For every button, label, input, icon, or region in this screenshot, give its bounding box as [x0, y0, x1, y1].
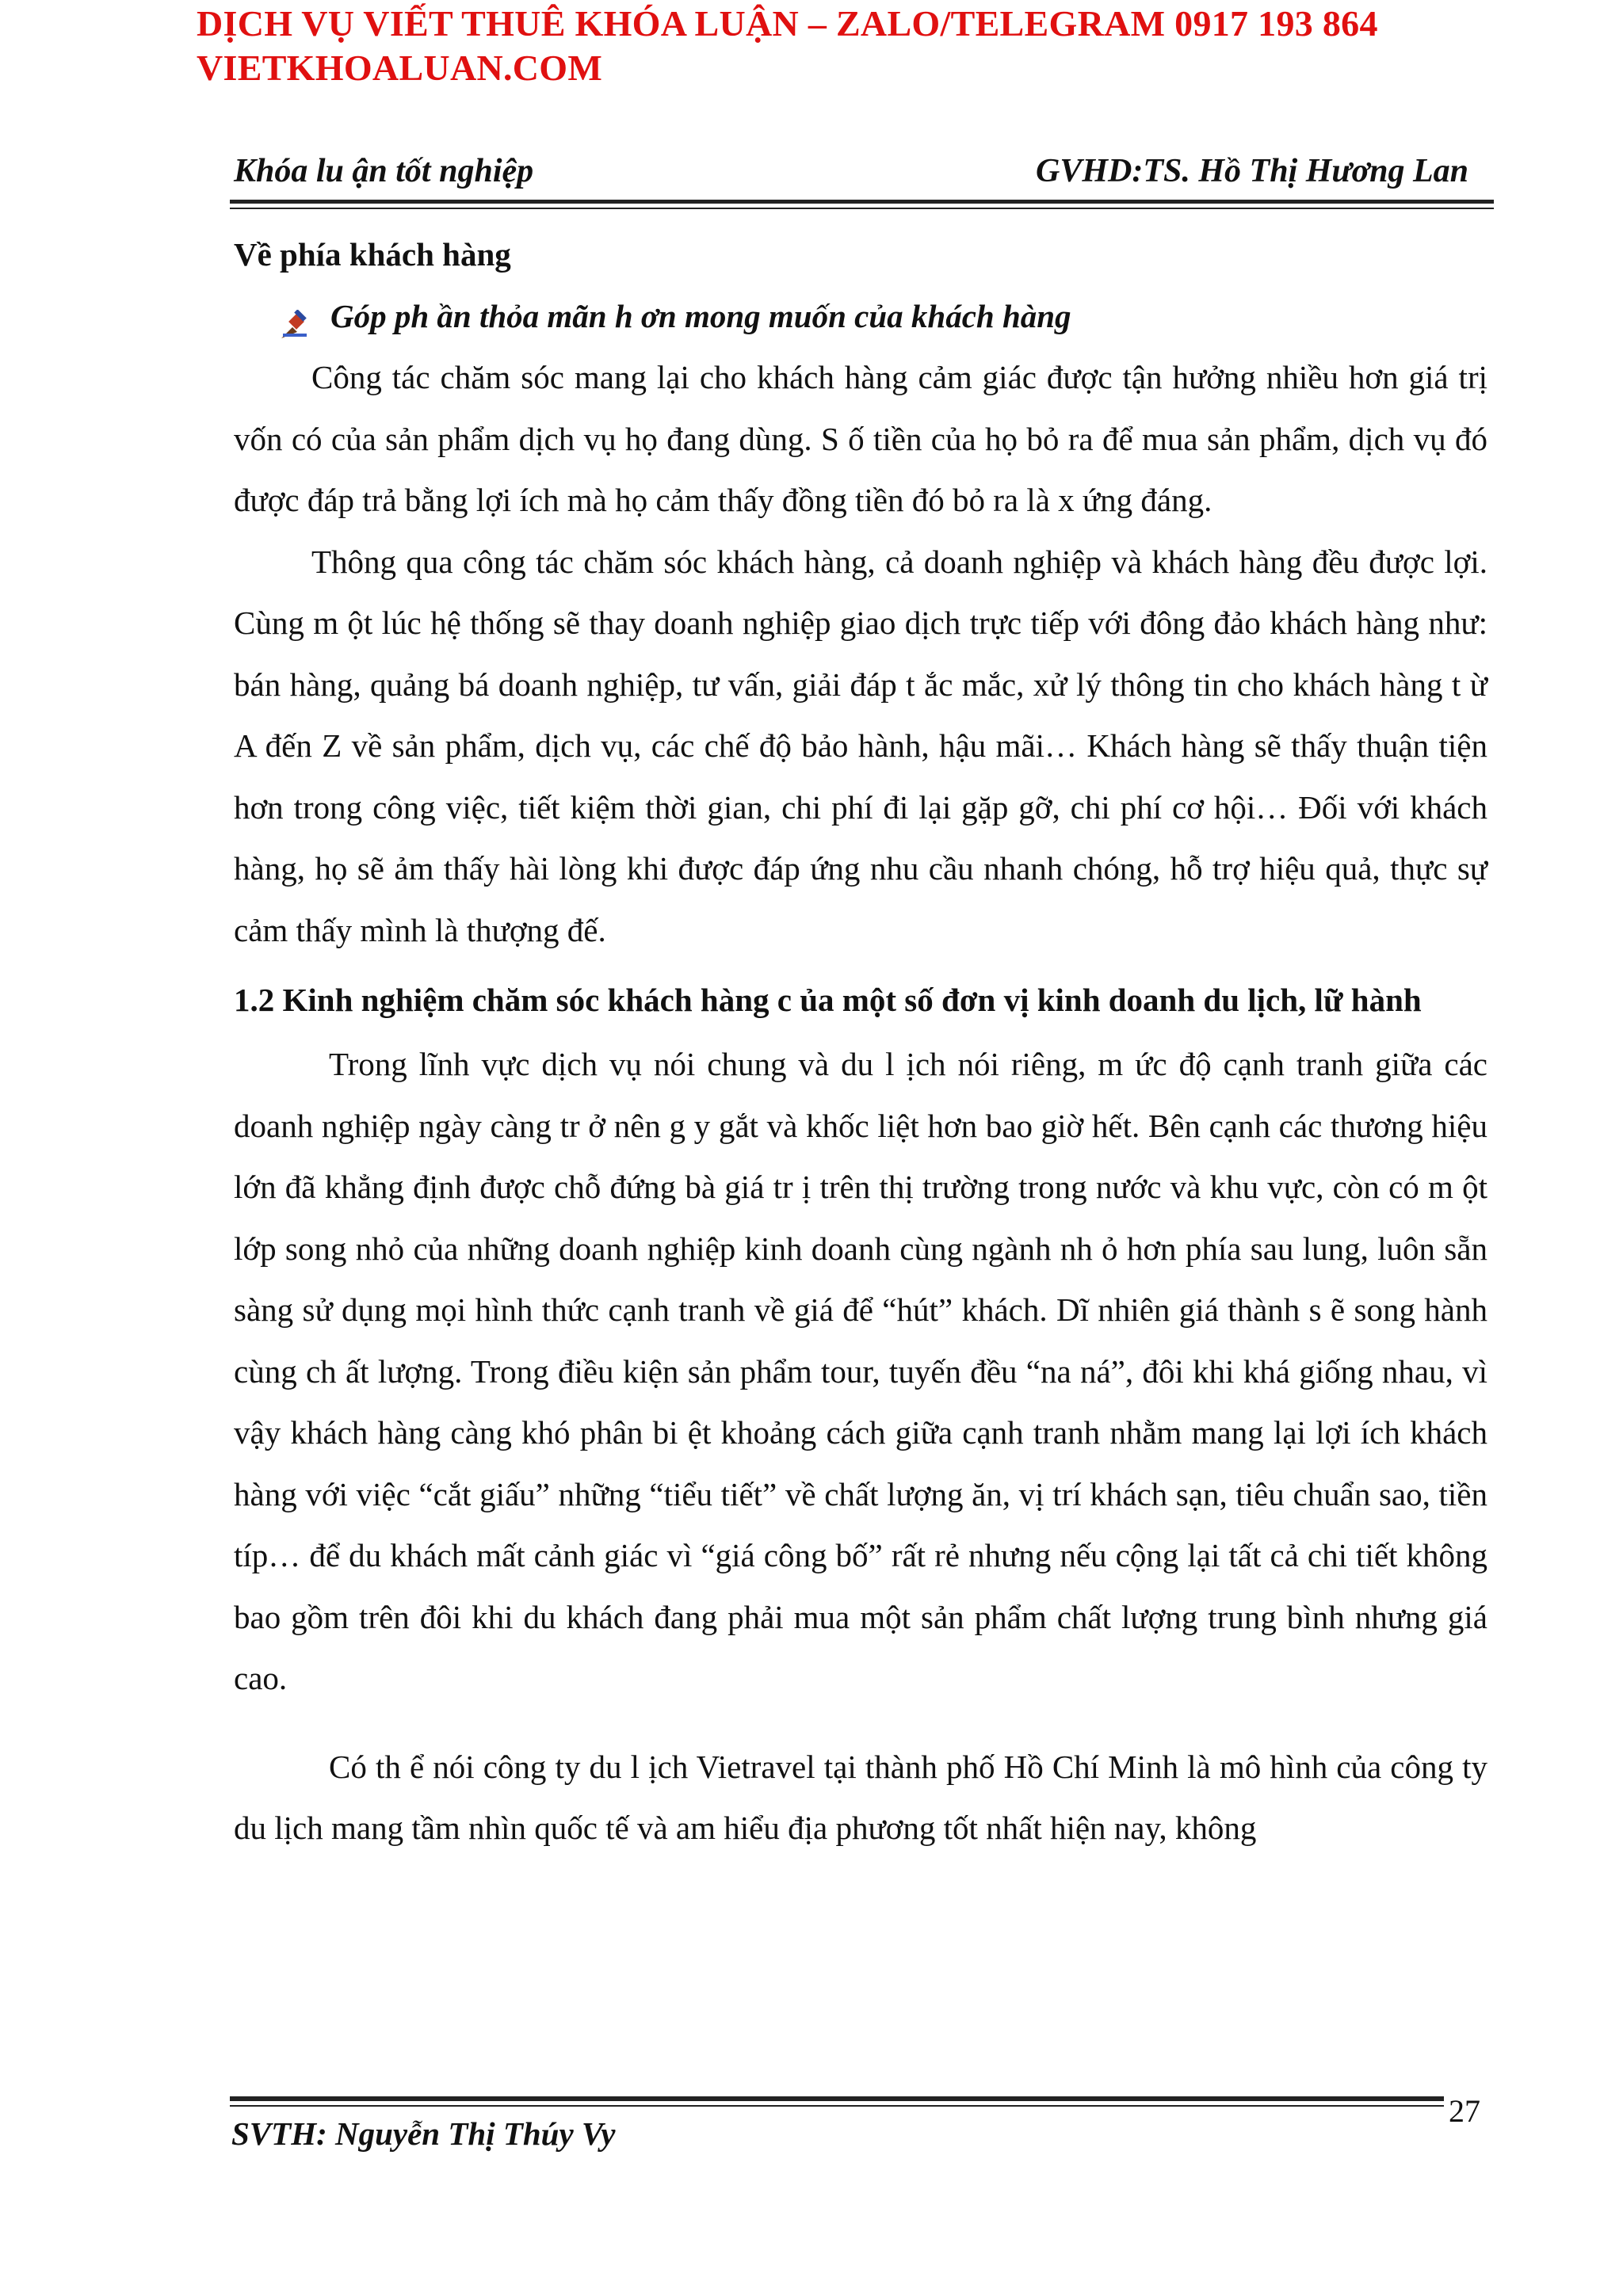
paragraph-1: Công tác chăm sóc mang lại cho khách hàng cảm giác được tận hưởng nhiều hơn giá trị vốn có của sản phẩm dịch vụ họ đang dùng. S ố tiền của họ bỏ ra để mua sản phẩm, dịch vụ đó được đáp trả bằng lợi ích mà họ cảm thấy đồng tiền đó bỏ ra là x ứng đáng. [234, 359, 1487, 518]
footer-student-name: SVTH: Nguyễn Thị Thúy Vy [231, 2115, 616, 2152]
footer-divider [230, 2096, 1444, 2101]
paragraph-2: Thông qua công tác chăm sóc khách hàng, cả doanh nghiệp và khách hàng đều được lợi. Cùng m ột lúc hệ thống sẽ thay doanh nghiệp giao dịch trực tiếp với đông đảo khách hàng như: bán hàng, quảng bá doanh nghiệp, tư vấn, giải đáp t ắc mắc, xử lý thông tin cho khách hàng t ừ A đến Z về sản phẩm, dịch vụ, các chế độ bảo hành, hậu mãi… Khách hàng sẽ thấy thuận tiện hơn trong công việc, tiết kiệm thời gian, chi phí đi lại gặp gỡ, chi phí cơ hội… Đối với khách hàng, họ sẽ ảm thấy hài lòng khi được đáp ứng nhu cầu nhanh chóng, hỗ trợ hiệu quả, thực sự cảm thấy mình là thượng đế. [234, 543, 1487, 948]
subheading-text: Góp ph ần thỏa mãn h ơn mong muốn của khách hàng [330, 297, 1071, 334]
header-divider [230, 200, 1494, 204]
heading-customer-side: Về phía khách hàng [234, 236, 511, 273]
header-supervisor: GVHD:TS. Hồ Thị Hương Lan [1036, 153, 1468, 189]
banner-line-1: DỊCH VỤ VIẾT THUÊ KHÓA LUẬN – ZALO/TELEGRAM 0917 193 864 [197, 3, 1378, 44]
header-divider-thin [230, 208, 1494, 209]
footer-divider-thin [230, 2105, 1444, 2107]
section-heading-1-2: 1.2 Kinh nghiệm chăm sóc khách hàng c ủa một số đơn vị kinh doanh du lịch, lữ hành [234, 982, 1422, 1018]
subheading-item [234, 286, 1487, 348]
banner-line-2: VIETKHOALUAN.COM [197, 48, 603, 88]
promo-banner [197, 2, 1544, 90]
paragraph-4: Có th ể nói công ty du l ịch Vietravel tại thành phố Hồ Chí Minh là mô hình của công ty du lịch mang tầm nhìn quốc tế và am hiểu địa phương tốt nhất hiện nay, không [234, 1748, 1487, 1846]
pushpin-bullet-icon [278, 300, 310, 332]
paragraph-3: Trong lĩnh vực dịch vụ nói chung và du l ịch nói riêng, m ức độ cạnh tranh giữa các doanh nghiệp ngày càng tr ở nên g y gắt và khốc liệt hơn bao giờ hết. Bên cạnh các thương hiệu lớn đã khẳng định được chỗ đứng bà giá tr ị trên thị trường trong nước và khu vực, còn có m ột lớp song nhỏ của những doanh nghiệp kinh doanh cùng ngành nh ỏ hơn phía sau lung, luôn sẵn sàng sử dụng mọi hình thức cạnh tranh về giá để “hút” khách. Dĩ nhiên giá thành s ẽ song hành cùng ch ất lượng. Trong điều kiện sản phẩm tour, tuyến đều “na ná”, đôi khi khá giống nhau, vì vậy khách hàng càng khó phân bi ệt khoảng cách giữa cạnh tranh nhằm mang lại lợi ích khách hàng với việc “cắt giấu” những “tiểu tiết” về chất lượng ăn, vị trí khách sạn, tiêu chuẩn sao, tiền típ… để du khách mất cảnh giác vì “giá công bố” rất rẻ nhưng nếu cộng lại tất cả chi tiết không bao gồm trên đôi khi du khách đang phải mua một sản phẩm chất lượng trung bình nhưng giá cao. [234, 1046, 1487, 1696]
document-body [234, 224, 1487, 1859]
paragraph-gap [234, 1710, 1487, 1737]
header-thesis-title: Khóa lu ận tốt nghiệp [234, 153, 534, 189]
page-number: 27 [1449, 2093, 1480, 2129]
